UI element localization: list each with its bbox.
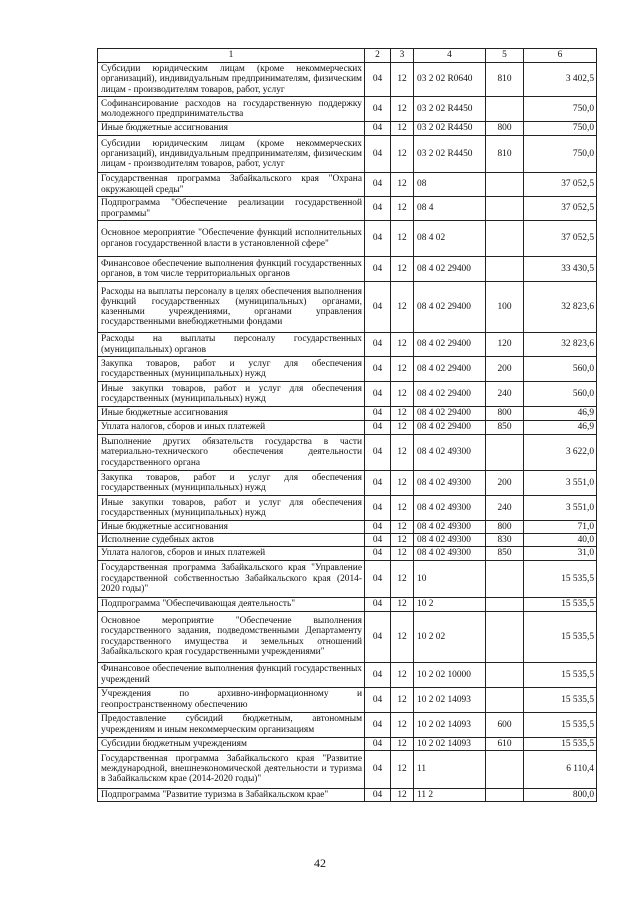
row-amount: 800,0 [524,788,597,801]
row-section: 04 [365,173,391,197]
row-target-code: 10 2 02 10000 [414,662,486,687]
row-amount: 46,9 [524,421,597,435]
row-amount: 15 535,5 [524,712,597,737]
table-row [98,471,597,496]
table-row [98,597,597,611]
table-row [98,357,597,382]
row-expense-type: 800 [486,407,524,421]
row-target-code: 03 2 02 R4450 [414,136,486,173]
row-name: Подпрограмма "Развитие туризма в Забайкальском крае" [98,788,365,801]
row-target-code: 10 2 02 14093 [414,687,486,712]
row-expense-type [486,687,524,712]
row-target-code: 10 [414,560,486,597]
row-amount: 750,0 [524,97,597,122]
row-subsection: 12 [391,221,414,257]
row-name: Закупка товаров, работ и услуг для обеспечения государственных (муниципальных) нужд [98,471,365,496]
header-row [98,49,597,63]
row-section: 04 [365,611,391,662]
row-section: 04 [365,712,391,737]
row-section: 04 [365,197,391,221]
row-amount: 15 535,5 [524,560,597,597]
row-amount: 15 535,5 [524,737,597,750]
row-amount: 3 551,0 [524,496,597,521]
row-expense-type: 200 [486,471,524,496]
row-name: Субсидии юридическим лицам (кроме некоммерческих организаций), индивидуальным предпринимателям, физическим лицам - производителям товаров, работ, услуг [98,136,365,173]
row-amount: 15 535,5 [524,662,597,687]
row-expense-type [486,750,524,788]
page-number: 42 [314,856,326,870]
row-target-code: 08 4 02 29400 [414,357,486,382]
row-amount: 37 052,5 [524,173,597,197]
row-target-code: 03 2 02 R4450 [414,97,486,122]
row-name: Подпрограмма "Обеспечивающая деятельность" [98,597,365,611]
row-target-code: 08 4 02 49300 [414,521,486,534]
row-section: 04 [365,471,391,496]
row-expense-type [486,97,524,122]
row-amount: 15 535,5 [524,597,597,611]
row-name: Иные бюджетные ассигнования [98,122,365,136]
table-row [98,333,597,357]
row-amount: 37 052,5 [524,221,597,257]
table-row [98,788,597,801]
row-name: Расходы на выплаты персоналу в целях обеспечения выполнения функций государственных (муниципальных) органами, казенными учреждениями, органами управления государственными внебюджетными фондами [98,282,365,333]
row-expense-type: 610 [486,737,524,750]
row-section: 04 [365,597,391,611]
row-target-code: 08 4 02 29400 [414,382,486,407]
table-row [98,407,597,421]
row-subsection: 12 [391,63,414,97]
row-expense-type: 810 [486,136,524,173]
row-target-code: 10 2 02 14093 [414,712,486,737]
row-amount: 15 535,5 [524,611,597,662]
row-target-code: 08 4 02 49300 [414,534,486,547]
row-expense-type [486,560,524,597]
row-subsection: 12 [391,333,414,357]
row-subsection: 12 [391,197,414,221]
row-target-code: 08 4 02 29400 [414,421,486,435]
table-row [98,173,597,197]
row-subsection: 12 [391,407,414,421]
row-section: 04 [365,97,391,122]
row-amount: 3 622,0 [524,435,597,471]
row-subsection: 12 [391,257,414,282]
table-row [98,197,597,221]
row-target-code: 08 4 02 29400 [414,333,486,357]
row-section: 04 [365,257,391,282]
header-col-3: 3 [391,49,414,63]
row-subsection: 12 [391,750,414,788]
table-row [98,547,597,560]
table-row [98,687,597,712]
row-name: Подпрограмма "Обеспечение реализации государственной программы" [98,197,365,221]
table-row [98,382,597,407]
row-expense-type [486,611,524,662]
row-name: Исполнение судебных актов [98,534,365,547]
row-section: 04 [365,750,391,788]
row-name: Государственная программа Забайкальского края "Охрана окружающей среды" [98,173,365,197]
row-target-code: 08 4 02 49300 [414,547,486,560]
row-expense-type: 800 [486,521,524,534]
table-row [98,496,597,521]
row-section: 04 [365,662,391,687]
row-target-code: 10 2 02 14093 [414,737,486,750]
row-amount: 750,0 [524,136,597,173]
row-name: Расходы на выплаты персоналу государственных (муниципальных) органов [98,333,365,357]
row-section: 04 [365,122,391,136]
table-row [98,97,597,122]
row-section: 04 [365,687,391,712]
row-name: Субсидии юридическим лицам (кроме некоммерческих организаций), индивидуальным предпринимателям, физическим лицам - производителям товаров, работ, услуг [98,63,365,97]
row-name: Финансовое обеспечение выполнения функций государственных учреждений [98,662,365,687]
row-amount: 32 823,6 [524,333,597,357]
row-section: 04 [365,333,391,357]
row-section: 04 [365,382,391,407]
table-row [98,282,597,333]
budget-table [97,48,597,802]
row-name: Финансовое обеспечение выполнения функций государственных органов, в том числе территориальных органов [98,257,365,282]
row-subsection: 12 [391,788,414,801]
row-subsection: 12 [391,496,414,521]
row-section: 04 [365,357,391,382]
row-subsection: 12 [391,382,414,407]
header-col-4: 4 [414,49,486,63]
table-row [98,712,597,737]
table-row [98,534,597,547]
table-row [98,750,597,788]
row-expense-type [486,597,524,611]
row-target-code: 08 4 02 29400 [414,407,486,421]
row-amount: 15 535,5 [524,687,597,712]
row-expense-type [486,221,524,257]
row-name: Предоставление субсидий бюджетным, автономным учреждениям и иным некоммерческим организациям [98,712,365,737]
row-expense-type: 850 [486,547,524,560]
row-subsection: 12 [391,282,414,333]
row-subsection: 12 [391,662,414,687]
row-amount: 750,0 [524,122,597,136]
row-amount: 31,0 [524,547,597,560]
table-row [98,662,597,687]
row-expense-type: 240 [486,496,524,521]
table-row [98,435,597,471]
row-subsection: 12 [391,560,414,597]
row-section: 04 [365,737,391,750]
row-subsection: 12 [391,611,414,662]
table-row [98,611,597,662]
row-section: 04 [365,136,391,173]
table-row [98,521,597,534]
row-expense-type [486,788,524,801]
row-expense-type: 100 [486,282,524,333]
row-expense-type: 830 [486,534,524,547]
row-section: 04 [365,407,391,421]
row-name: Закупка товаров, работ и услуг для обеспечения государственных (муниципальных) нужд [98,357,365,382]
row-expense-type [486,257,524,282]
table-row [98,421,597,435]
row-amount: 560,0 [524,382,597,407]
row-expense-type [486,662,524,687]
row-amount: 40,0 [524,534,597,547]
row-name: Государственная программа Забайкальского края "Управление государственной собственностью Забайкальского края (2014-2020 годы)" [98,560,365,597]
table-row [98,221,597,257]
row-section: 04 [365,496,391,521]
table-row [98,63,597,97]
row-subsection: 12 [391,173,414,197]
row-target-code: 10 2 02 [414,611,486,662]
row-target-code: 03 2 02 R0640 [414,63,486,97]
row-section: 04 [365,421,391,435]
row-amount: 46,9 [524,407,597,421]
row-subsection: 12 [391,597,414,611]
row-name: Иные закупки товаров, работ и услуг для обеспечения государственных (муниципальных) нужд [98,382,365,407]
header-col-6: 6 [524,49,597,63]
header-col-5: 5 [486,49,524,63]
row-target-code: 11 2 [414,788,486,801]
row-amount: 6 110,4 [524,750,597,788]
row-subsection: 12 [391,547,414,560]
header-col-2: 2 [365,49,391,63]
row-subsection: 12 [391,521,414,534]
table-row [98,560,597,597]
row-name: Основное мероприятие "Обеспечение выполнения государственного задания, подведомственными Департаменту государственного имущества и земельных отношений Забайкальского края государственными учреждениями" [98,611,365,662]
row-expense-type [486,173,524,197]
row-name: Субсидии бюджетным учреждениям [98,737,365,750]
row-expense-type: 810 [486,63,524,97]
row-name: Государственная программа Забайкальского края "Развитие международной, внешнеэкономической деятельности и туризма в Забайкальском крае (2014-2020 годы)" [98,750,365,788]
row-name: Иные закупки товаров, работ и услуг для обеспечения государственных (муниципальных) нужд [98,496,365,521]
row-name: Уплата налогов, сборов и иных платежей [98,547,365,560]
row-section: 04 [365,435,391,471]
row-target-code: 08 4 02 29400 [414,282,486,333]
row-section: 04 [365,521,391,534]
table-row [98,122,597,136]
table-row [98,257,597,282]
row-name: Выполнение других обязательств государства в части материально-технического обеспечения деятельности государственного органа [98,435,365,471]
table-row [98,737,597,750]
row-name: Софинансирование расходов на государственную поддержку молодежного предпринимательства [98,97,365,122]
row-subsection: 12 [391,737,414,750]
row-target-code: 08 4 02 49300 [414,435,486,471]
row-target-code: 08 4 [414,197,486,221]
row-subsection: 12 [391,435,414,471]
row-subsection: 12 [391,122,414,136]
row-target-code: 08 4 02 49300 [414,471,486,496]
row-expense-type: 200 [486,357,524,382]
row-amount: 33 430,5 [524,257,597,282]
row-target-code: 08 4 02 49300 [414,496,486,521]
row-target-code: 08 4 02 [414,221,486,257]
row-subsection: 12 [391,712,414,737]
row-section: 04 [365,63,391,97]
row-subsection: 12 [391,534,414,547]
row-section: 04 [365,282,391,333]
row-amount: 37 052,5 [524,197,597,221]
row-name: Учреждения по архивно-информационному и геопространственному обеспечению [98,687,365,712]
row-subsection: 12 [391,97,414,122]
header-col-1: 1 [98,49,365,63]
row-target-code: 10 2 [414,597,486,611]
row-subsection: 12 [391,421,414,435]
row-section: 04 [365,534,391,547]
row-name: Иные бюджетные ассигнования [98,407,365,421]
row-section: 04 [365,221,391,257]
row-section: 04 [365,560,391,597]
row-amount: 71,0 [524,521,597,534]
row-name: Иные бюджетные ассигнования [98,521,365,534]
row-target-code: 11 [414,750,486,788]
row-target-code: 08 4 02 29400 [414,257,486,282]
row-subsection: 12 [391,471,414,496]
row-section: 04 [365,788,391,801]
row-amount: 560,0 [524,357,597,382]
row-amount: 3 402,5 [524,63,597,97]
table-row [98,136,597,173]
row-section: 04 [365,547,391,560]
row-target-code: 03 2 02 R4450 [414,122,486,136]
row-subsection: 12 [391,357,414,382]
row-name: Уплата налогов, сборов и иных платежей [98,421,365,435]
row-name: Основное мероприятие "Обеспечение функций исполнительных органов государственной власти в установленной сфере" [98,221,365,257]
row-amount: 32 823,6 [524,282,597,333]
row-expense-type [486,435,524,471]
row-expense-type: 850 [486,421,524,435]
row-expense-type [486,197,524,221]
row-expense-type: 120 [486,333,524,357]
row-expense-type: 600 [486,712,524,737]
row-subsection: 12 [391,687,414,712]
row-target-code: 08 [414,173,486,197]
row-expense-type: 240 [486,382,524,407]
row-subsection: 12 [391,136,414,173]
row-expense-type: 800 [486,122,524,136]
row-amount: 3 551,0 [524,471,597,496]
